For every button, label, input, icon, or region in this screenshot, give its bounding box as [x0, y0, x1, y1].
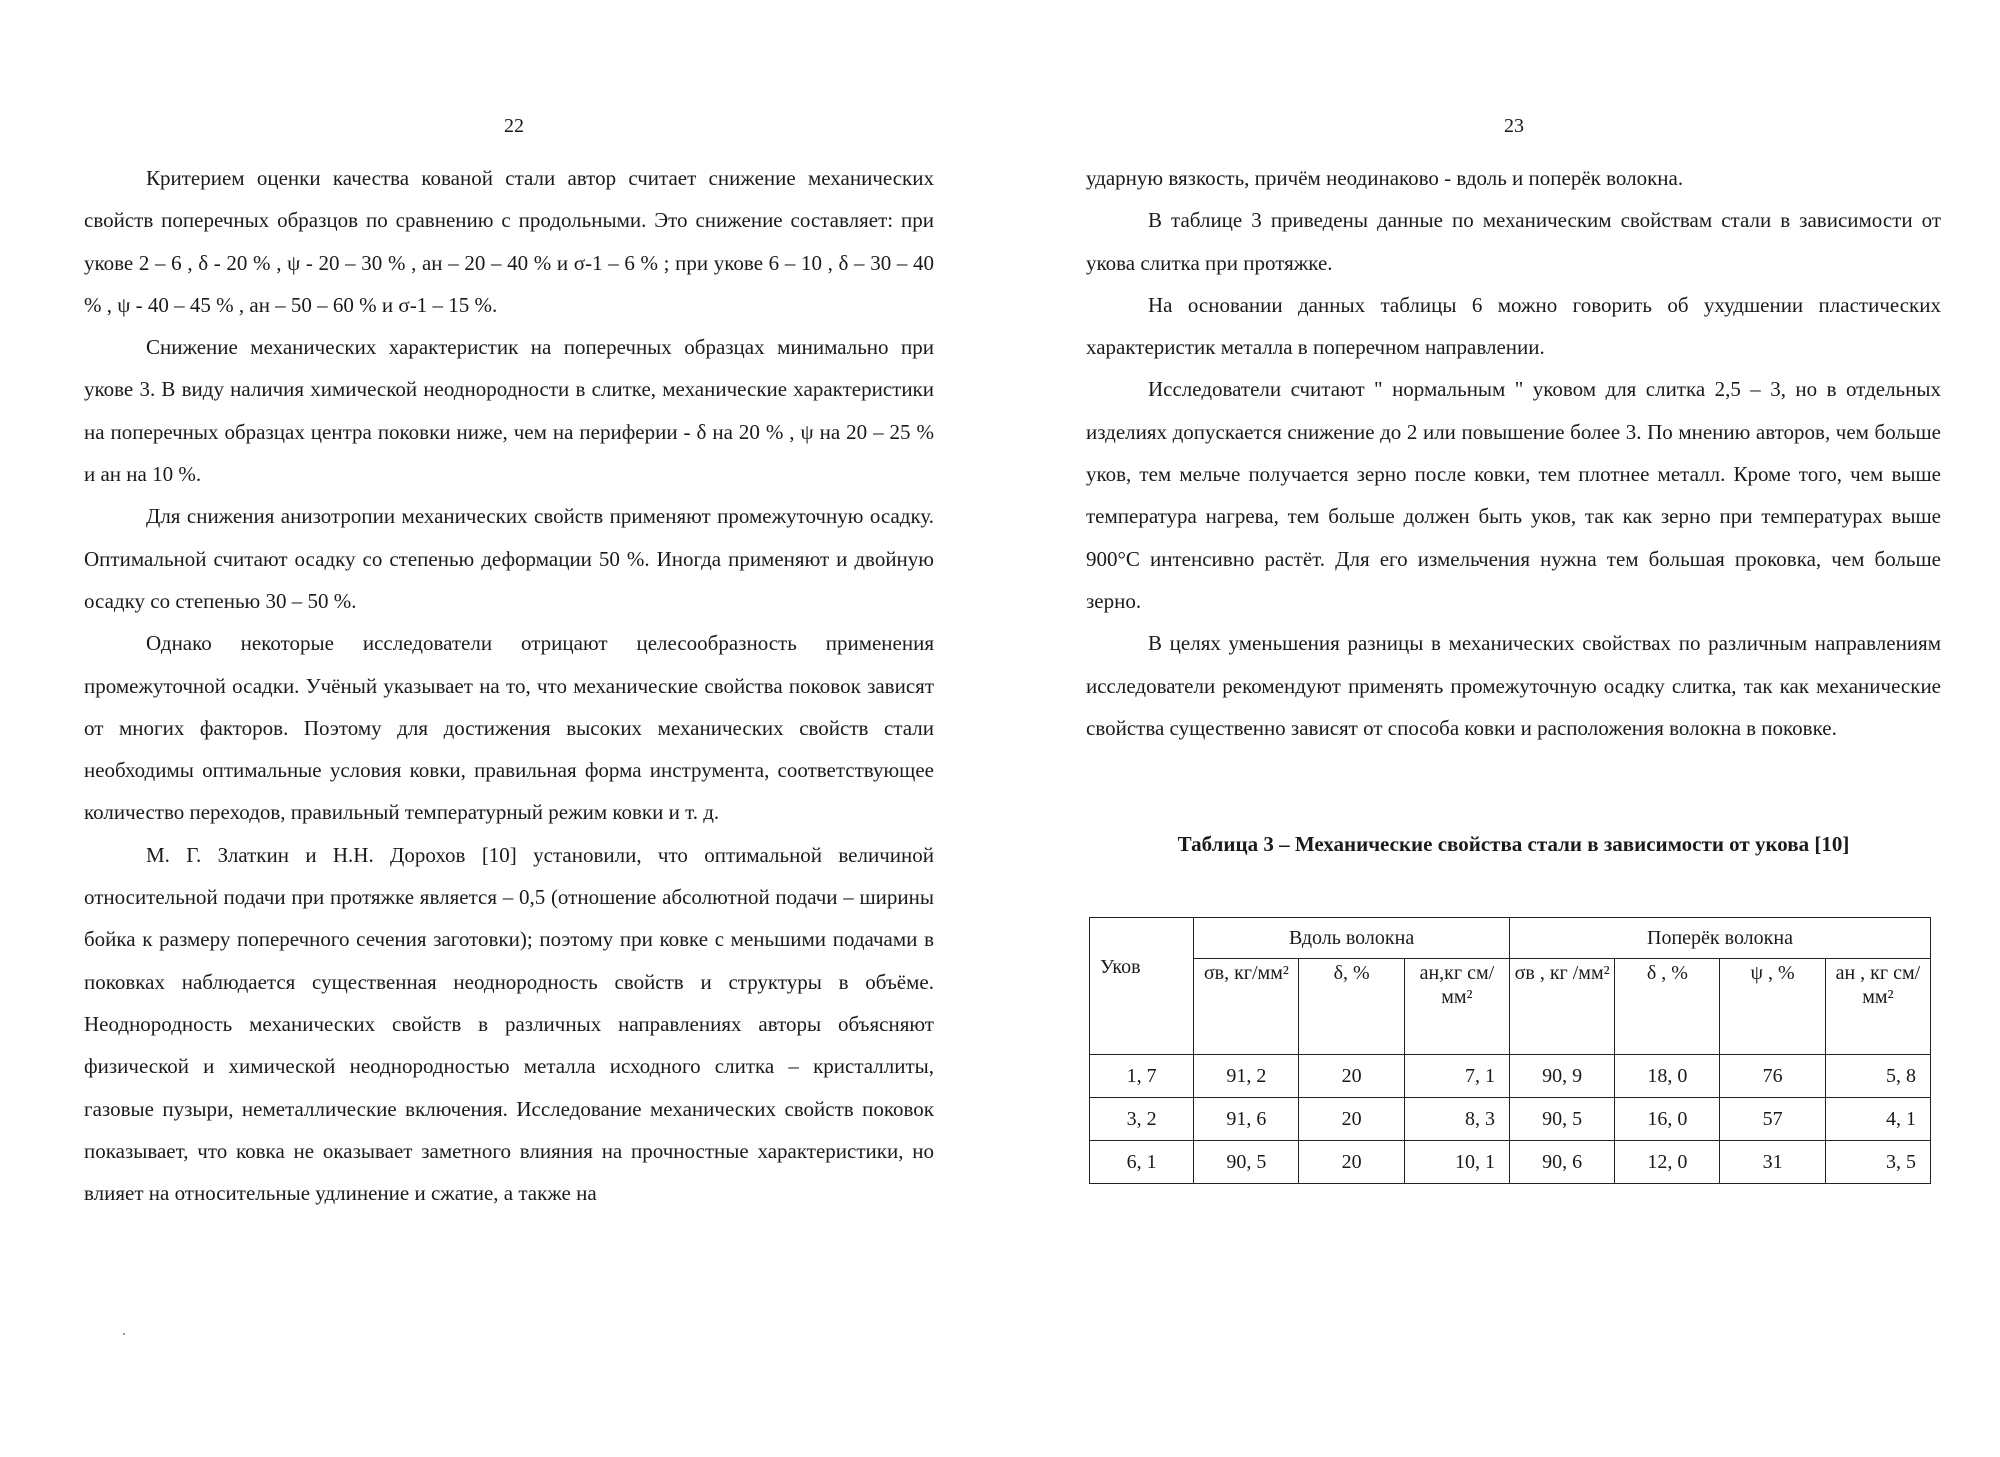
table-cell: 76: [1720, 1055, 1825, 1098]
column-header: ψ , %: [1720, 959, 1825, 1055]
paragraph: М. Г. Златкин и Н.Н. Дорохов [10] установили, что оптимальной величиной относительной подачи при протяжке является – 0,5 (отношение абсолютной подачи – ширины бойка к размеру поперечного сечения заготовки); поэтому при ковке с меньшими подачами в поковках наблюдается существенная неоднородность свойств и структуры в объёме. Неоднородность механических свойств в различных направлениях авторы объясняют физической и химической неоднородностью металла исходного слитка – кристаллиты, газовые пузыри, неметаллические включения. Исследование механических свойств поковок показывает, что ковка не оказывает заметного влияния на прочностные характеристики, но влияет на относительные удлинение и сжатие, а также на: [84, 842, 934, 1206]
table-cell: 10, 1: [1404, 1141, 1509, 1184]
right-page-text: [1086, 157, 1941, 749]
mechanical-properties-table: [1089, 917, 1931, 1184]
left-page-text: [84, 157, 934, 1214]
table-cell: 90, 9: [1509, 1055, 1614, 1098]
table-cell: 16, 0: [1615, 1098, 1720, 1141]
paragraph: В целях уменьшения разницы в механических свойствах по различным направлениям исследователи рекомендуют применять промежуточную осадку слитка, так как механические свойства существенно зависят от способа ковки и расположения волокна в поковке.: [1086, 631, 1941, 740]
table-cell: 20: [1299, 1141, 1404, 1184]
table-cell: 7, 1: [1404, 1055, 1509, 1098]
table-row: [1090, 1098, 1931, 1141]
table-cell: 91, 2: [1194, 1055, 1299, 1098]
right-page: [1000, 0, 2000, 1457]
table-cell: 57: [1720, 1098, 1825, 1141]
table-cell: 20: [1299, 1098, 1404, 1141]
column-header: δ, %: [1299, 959, 1404, 1055]
table-cell: 6, 1: [1090, 1141, 1194, 1184]
paragraph: Снижение механических характеристик на поперечных образцах минимально при укове 3. В виду наличия химической неоднородности в слитке, механические характеристики на поперечных образцах центра поковки ниже, чем на периферии - δ на 20 % , ψ на 20 – 25 % и aн на 10 %.: [84, 335, 934, 487]
table-cell: 90, 6: [1509, 1141, 1614, 1184]
table-cell: 20: [1299, 1055, 1404, 1098]
page-number: 22: [504, 115, 524, 137]
table-cell: 18, 0: [1615, 1055, 1720, 1098]
column-header: σв , кг /мм²: [1509, 959, 1614, 1055]
table-cell: 31: [1720, 1141, 1825, 1184]
paragraph: Однако некоторые исследователи отрицают целесообразность применения промежуточной осадки. Учёный указывает на то, что механические свойства поковок зависят от многих факторов. Поэтому для достижения высоких механических свойств стали необходимы оптимальные условия ковки, правильная форма инструмента, соответствующее количество переходов, правильный температурный режим ковки и т. д.: [84, 631, 934, 825]
paragraph: В таблице 3 приведены данные по механическим свойствам стали в зависимости от укова слитка при протяжке.: [1086, 208, 1941, 275]
paragraph: Исследователи считают " нормальным " уковом для слитка 2,5 – 3, но в отдельных изделиях допускается снижение до 2 или повышение более 3. По мнению авторов, чем больше уков, тем мельче получается зерно после ковки, тем плотнее металл. Кроме того, чем выше температура нагрева, тем больше должен быть уков, так как зерно при температурах выше 900°С интенсивно растёт. Для его измельчения нужна тем большая проковка, чем больше зерно.: [1086, 377, 1941, 613]
table-cell: 91, 6: [1194, 1098, 1299, 1141]
table-cell: 90, 5: [1509, 1098, 1614, 1141]
ukov-header: Уков: [1090, 918, 1194, 1055]
table-cell: 3, 5: [1825, 1141, 1930, 1184]
table-cell: 90, 5: [1194, 1141, 1299, 1184]
group-header-along: Вдоль волокна: [1194, 918, 1510, 959]
table-row: [1090, 1141, 1931, 1184]
column-header: aн , кг см/ мм²: [1825, 959, 1930, 1055]
paragraph: ударную вязкость, причём неодинаково - вдоль и поперёк волокна.: [1086, 166, 1684, 190]
table-cell: 8, 3: [1404, 1098, 1509, 1141]
column-header: σв, кг/мм²: [1194, 959, 1299, 1055]
table-cell: 1, 7: [1090, 1055, 1194, 1098]
paragraph: Критерием оценки качества кованой стали автор считает снижение механических свойств поперечных образцов по сравнению с продольными. Это снижение составляет: при укове 2 – 6 , δ - 20 % , ψ - 20 – 30 % , aн – 20 – 40 % и σ-1 – 6 % ; при укове 6 – 10 , δ – 30 – 40 % , ψ - 40 – 45 % , aн – 50 – 60 % и σ-1 – 15 %.: [84, 166, 934, 317]
page-number: 23: [1504, 115, 1524, 137]
group-header-across: Поперёк волокна: [1509, 918, 1930, 959]
scan-speck: [123, 1333, 125, 1335]
table-cell: 5, 8: [1825, 1055, 1930, 1098]
table-cell: 4, 1: [1825, 1098, 1930, 1141]
table-caption: Таблица 3 – Механические свойства стали в зависимости от укова [10]: [1177, 832, 1850, 856]
paragraph: Для снижения анизотропии механических свойств применяют промежуточную осадку. Оптимальной считают осадку со степенью деформации 50 %. Иногда применяют и двойную осадку со степенью 30 – 50 %.: [84, 504, 934, 613]
table-cell: 12, 0: [1615, 1141, 1720, 1184]
column-header: δ , %: [1615, 959, 1720, 1055]
table-cell: 3, 2: [1090, 1098, 1194, 1141]
column-header: aн,кг см/ мм²: [1404, 959, 1509, 1055]
table-row: [1090, 1055, 1931, 1098]
paragraph: На основании данных таблицы 6 можно говорить об ухудшении пластических характеристик металла в поперечном направлении.: [1086, 292, 1941, 360]
